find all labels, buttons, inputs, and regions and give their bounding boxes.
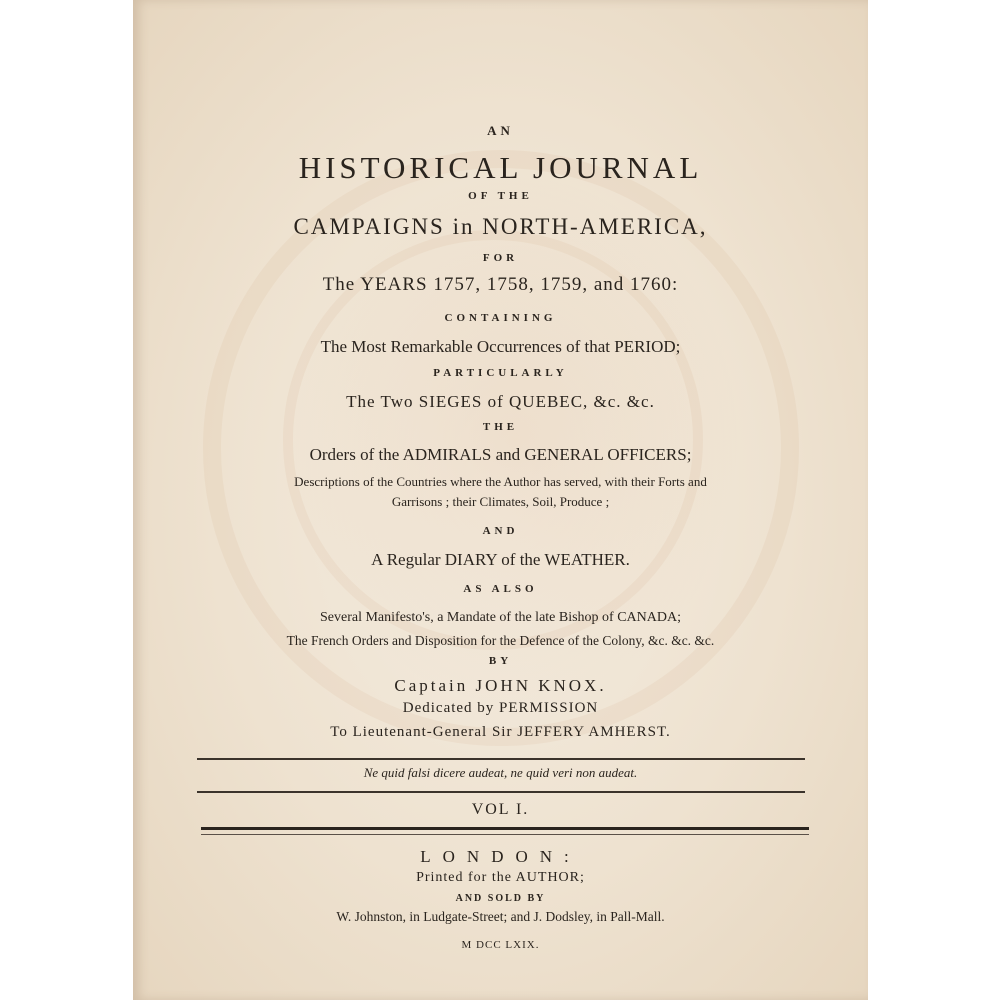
an-label: AN	[487, 123, 514, 138]
manifestos-line: Several Manifesto's, a Mandate of the late Bishop of CANADA;	[320, 610, 681, 625]
dedicated-line: Dedicated by PERMISSION	[402, 700, 599, 716]
rule-upper	[197, 758, 805, 760]
particularly-label: PARTICULARLY	[433, 367, 568, 379]
rule-lower-thin	[201, 834, 809, 835]
and-label: AND	[482, 525, 519, 537]
the-label: THE	[482, 421, 519, 433]
french-orders-line: The French Orders and Disposition for the Defence of the Colony, &c. &c. &c.	[286, 633, 715, 648]
descriptions-line-1: Descriptions of the Countries where the Author has served, with their Forts and	[294, 474, 707, 489]
for-label: FOR	[482, 252, 519, 264]
diary-line: A Regular DIARY of the WEATHER.	[371, 550, 630, 569]
main-title: HISTORICAL JOURNAL	[298, 150, 703, 185]
by-label: BY	[488, 655, 513, 667]
orders-line: Orders of the ADMIRALS and GENERAL OFFICERS;	[309, 445, 692, 464]
of-the-label: OF THE	[468, 190, 533, 202]
containing-label: CONTAINING	[444, 312, 557, 324]
descriptions-line-2: Garrisons ; their Climates, Soil, Produce ;	[391, 494, 610, 509]
campaigns-line: CAMPAIGNS in NORTH-AMERICA,	[293, 214, 708, 239]
dedicatee-line: To Lieutenant-General Sir JEFFERY AMHERST.	[330, 724, 671, 740]
motto-line: Ne quid falsi dicere audeat, ne quid veri non audeat.	[363, 765, 638, 780]
volume-label: VOL I.	[471, 801, 530, 818]
sellers-line: W. Johnston, in Ludgate-Street; and J. Dodsley, in Pall-Mall.	[336, 909, 665, 924]
sieges-line: The Two SIEGES of QUEBEC, &c. &c.	[346, 392, 655, 411]
city-line: LONDON:	[420, 847, 581, 866]
years-line: The YEARS 1757, 1758, 1759, and 1760:	[322, 274, 679, 295]
printed-for-line: Printed for the AUTHOR;	[416, 870, 585, 885]
title-page-text	[133, 0, 868, 1000]
book-page	[133, 0, 868, 1000]
rule-lower-thick	[201, 827, 809, 830]
as-also-label: AS ALSO	[463, 583, 538, 595]
remarkable-line: The Most Remarkable Occurrences of that PERIOD;	[320, 337, 681, 356]
rule-middle	[197, 791, 805, 793]
author-line: Captain JOHN KNOX.	[394, 676, 607, 695]
sold-by-label: AND SOLD BY	[455, 893, 546, 904]
year-line: M DCC LXIX.	[461, 939, 540, 951]
